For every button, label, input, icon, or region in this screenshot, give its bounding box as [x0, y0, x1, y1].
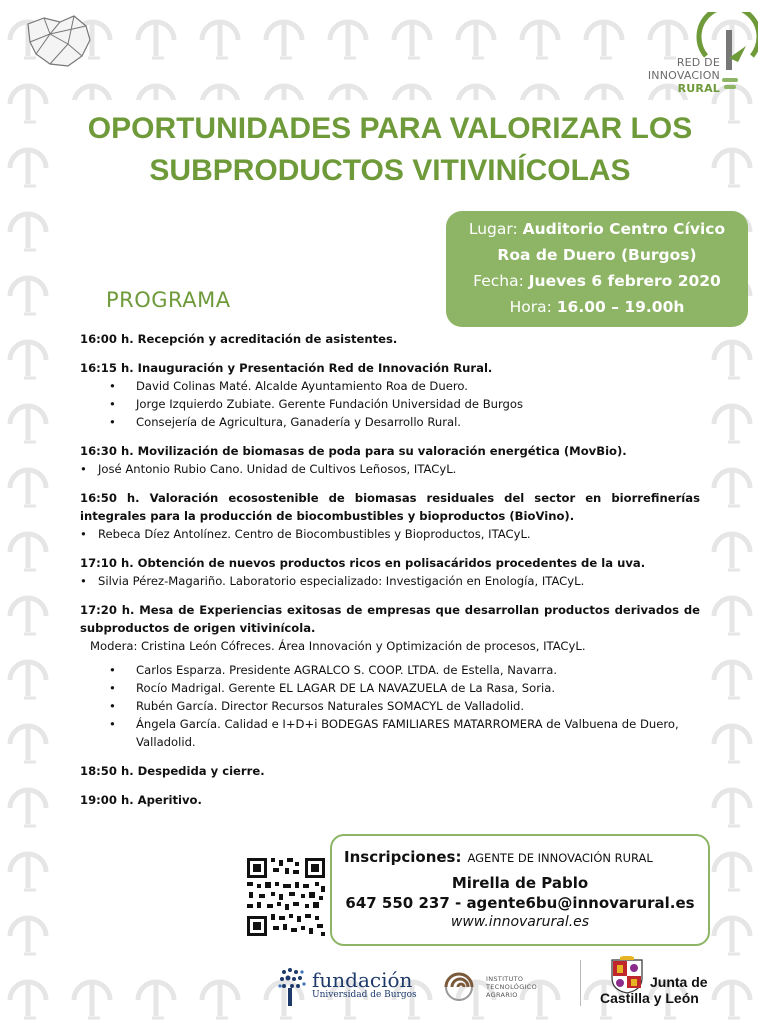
rir-line3: RURAL: [677, 82, 720, 95]
session-7: 18:50 h. Despedida y cierre.: [80, 764, 265, 778]
inscripciones-header: [344, 848, 653, 866]
list-item: • Rocío Madrigal. Gerente EL LAGAR DE LA NAVAZUELA de La Rasa, Soria.: [109, 681, 555, 695]
lugar-line: [446, 216, 748, 242]
itacyl-text: [486, 975, 537, 999]
list-item: • David Colinas Maté. Alcalde Ayuntamiento Roa de Duero.: [109, 379, 468, 393]
inscripciones-label: Inscripciones:: [344, 848, 462, 866]
moderator-line: Modera: Cristina León Cófreces. Área Innovación y Optimización de procesos, ITACyL.: [90, 639, 586, 653]
fecha-value: Jueves 6 febrero 2020: [528, 272, 721, 290]
speaker-text: David Colinas Maté. Alcalde Ayuntamiento Roa de Duero.: [136, 379, 468, 393]
program-list: [80, 330, 700, 809]
itacyl-logo-icon: [442, 970, 482, 1004]
rir-line2: INNOVACION: [647, 69, 720, 82]
session-6: 17:20 h. Mesa de Experiencias exitosas de empresas que desarrollan productos derivados de subproductos de origen vitivinícola.: [80, 603, 700, 635]
programa-heading: PROGRAMA: [106, 288, 231, 312]
fecha-label: Fecha:: [473, 272, 524, 290]
session-3: 16:30 h. Movilización de biomasas de poda para su valoración energética (MovBio).: [80, 444, 627, 458]
session-2: 16:15 h. Inauguración y Presentación Red de Innovación Rural.: [80, 361, 493, 375]
list-item: • Ángela García. Calidad e I+D+i BODEGAS FAMILIARES MATARROMERA de Valbuena de Duero, Valladolid.: [109, 717, 679, 749]
fecha-line: [446, 268, 748, 294]
list-item: • Silvia Pérez-Magariño. Laboratorio especializado: Investigación en Enología, ITACyL.: [80, 574, 585, 588]
website-link[interactable]: www.innovarural.es: [450, 914, 590, 930]
speaker-text: José Antonio Rubio Cano. Unidad de Cultivos Leñosos, ITACyL.: [98, 462, 457, 476]
speaker-text: Consejería de Agricultura, Ganadería y Desarrollo Rural.: [136, 415, 461, 429]
fundacion-ubu-logo-icon: [276, 966, 312, 1010]
footer-divider: [580, 960, 581, 1006]
speaker-text: Carlos Esparza. Presidente AGRALCO S. COOP. LTDA. de Estella, Navarra.: [136, 663, 558, 677]
session-5: 17:10 h. Obtención de nuevos productos ricos en polisacáridos procedentes de la uva.: [80, 556, 646, 570]
session-1: 16:00 h. Recepción y acreditación de asistentes.: [80, 332, 398, 346]
lugar-line2: [446, 242, 748, 268]
list-item: • Rubén García. Director Recursos Naturales SOMACYL de Valladolid.: [109, 699, 525, 713]
list-item: • Carlos Esparza. Presidente AGRALCO S. COOP. LTDA. de Estella, Navarra.: [109, 663, 558, 677]
hora-line: [446, 294, 748, 320]
page-title: [40, 108, 740, 192]
list-item: • Jorge Izquierdo Zubiate. Gerente Fundación Universidad de Burgos: [109, 397, 524, 411]
lugar-value: Auditorio Centro Cívico: [522, 220, 726, 238]
ita-line1: INSTITUTO: [486, 975, 524, 983]
lugar-label: Lugar:: [468, 220, 518, 238]
session-8: 19:00 h. Aperitivo.: [80, 793, 202, 807]
speaker-text: Rubén García. Director Recursos Naturales SOMACYL de Valladolid.: [136, 699, 525, 713]
rir-logo-text: [628, 56, 720, 95]
speaker-text: Silvia Pérez-Magariño. Laboratorio especializado: Investigación en Enología, ITACyL.: [98, 574, 585, 588]
contact-phone-email[interactable]: 647 550 237 - agente6bu@innovarural.es: [345, 894, 695, 912]
list-item: • Consejería de Agricultura, Ganadería y Desarrollo Rural.: [109, 415, 461, 429]
title-line2: SUBPRODUCTOS VITIVINÍCOLAS: [149, 154, 631, 187]
ita-line3: AGRARIO: [486, 991, 518, 999]
fundacion-sub: Universidad de Burgos: [312, 990, 417, 1000]
agent-title: AGENTE DE INNOVACIÓN RURAL: [467, 851, 653, 865]
list-item: • Rebeca Díez Antolínez. Centro de Biocombustibles y Bioproductos, ITACyL.: [80, 527, 531, 541]
speaker-text: Jorge Izquierdo Zubiate. Gerente Fundación Universidad de Burgos: [136, 397, 524, 411]
contact-name: Mirella de Pablo: [451, 874, 589, 892]
ita-line2: TECNOLÓGICO: [486, 983, 538, 991]
castilla-map-icon: [24, 14, 94, 72]
event-info-box: [446, 211, 748, 327]
lugar-value2: Roa de Duero (Burgos): [497, 246, 697, 264]
hora-value: 16.00 – 19.00h: [556, 298, 685, 316]
title-line1: OPORTUNIDADES PARA VALORIZAR LOS: [87, 112, 693, 145]
jcyl-line1: Junta de: [650, 974, 708, 990]
fundacion-name: fundación: [312, 968, 413, 992]
qr-code-icon[interactable]: [245, 856, 327, 938]
speaker-text: Ángela García. Calidad e I+D+i BODEGAS FAMILIARES MATARROMERA de Valbuena de Duero, Valladolid.: [136, 717, 679, 749]
junta-shield-icon: [610, 956, 644, 994]
speaker-text: Rebeca Díez Antolínez. Centro de Biocombustibles y Bioproductos, ITACyL.: [98, 527, 531, 541]
hora-label: Hora:: [509, 298, 552, 316]
list-item: • José Antonio Rubio Cano. Unidad de Cultivos Leñosos, ITACyL.: [80, 462, 457, 476]
session-4: 16:50 h. Valoración ecosostenible de biomasas residuales del sector en biorrefinerías integrales para la producción de biocombustibles y bioproductos (BioVino).: [80, 491, 700, 523]
rir-line1: RED DE: [676, 56, 720, 69]
jcyl-line2: Castilla y León: [600, 990, 699, 1006]
speaker-text: Rocío Madrigal. Gerente EL LAGAR DE LA NAVAZUELA de La Rasa, Soria.: [136, 681, 555, 695]
